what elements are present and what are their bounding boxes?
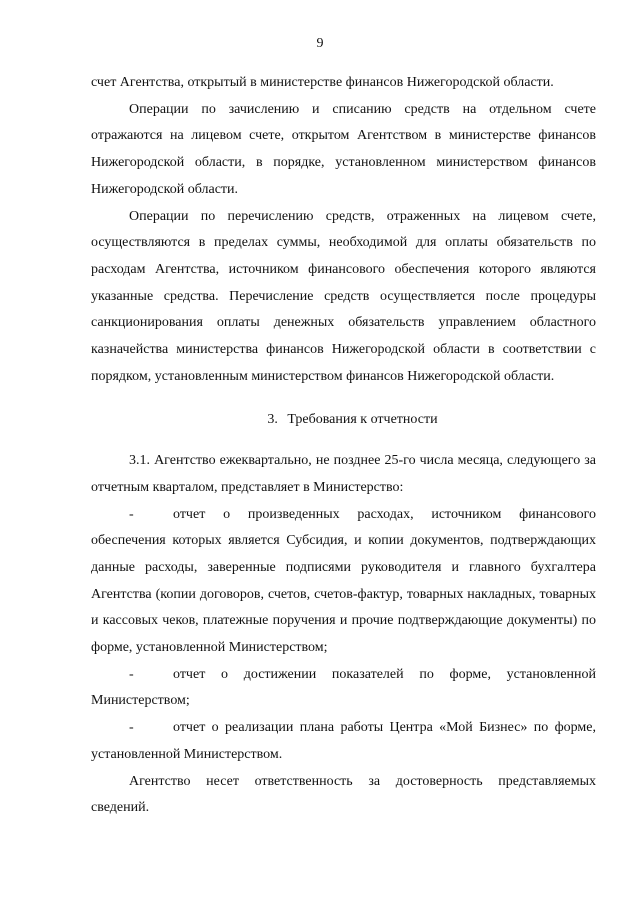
page-number: 9 — [316, 36, 324, 51]
list-item-text: отчет о достижении показателей по форме, установленной Министерством; — [91, 666, 596, 709]
paragraph-operations-crediting: Операции по зачислению и списанию средств на отдельном счете отражаются на лицевом счете, открытом Агентством в министерстве финансов Нижегородской области, в порядке, установленном министерством финансов Нижегородской области. — [91, 101, 596, 197]
list-item — [91, 502, 596, 662]
section-heading — [91, 407, 596, 434]
clause-3-1: 3.1. Агентство ежеквартально, не позднее 25-го числа месяца, следующего за отчетным кварталом, представляет в Министерство: — [91, 453, 596, 495]
paragraph-operations-transfer: Операции по перечислению средств, отраженных на лицевом счете, осуществляются в пределах суммы, необходимой для оплаты обязательств по расходам Агентства, источником финансового обеспечения которого являются указанные средства. Перечисление средств осуществляется после процедуры санкционирования оплаты денежных обязательств управлением областного казначейства министерства финансов Нижегородской области в соответствии с порядком, установленным министерством финансов Нижегородской области. — [91, 208, 596, 384]
paragraph-continuation: счет Агентства, открытый в министерстве финансов Нижегородской области. — [91, 75, 554, 90]
list-item — [91, 662, 596, 715]
list-item — [91, 715, 596, 768]
list-item-text: отчет о произведенных расходах, источником финансового обеспечения которых является Субсидия, и копии документов, подтверждающих данные расходы, заверенные подписями руководителя и главного бухгалтера Агентства (копии договоров, счетов, счетов-фактур, товарных накладных, товарных и кассовых чеков, платежные поручения и прочие подтверждающие документы) по форме, установленной Министерством; — [91, 506, 596, 656]
list-dash: - — [129, 720, 134, 736]
page-content — [91, 70, 596, 822]
section-title: Требования к отчетности — [287, 412, 438, 428]
paragraph-responsibility: Агентство несет ответственность за достоверность представляемых сведений. — [91, 773, 596, 816]
list-dash: - — [129, 506, 134, 522]
list-item-text: отчет о реализации плана работы Центра «Мой Бизнес» по форме, установленной Министерством. — [91, 720, 596, 762]
section-number: 3. — [267, 412, 278, 428]
list-dash: - — [129, 666, 134, 682]
